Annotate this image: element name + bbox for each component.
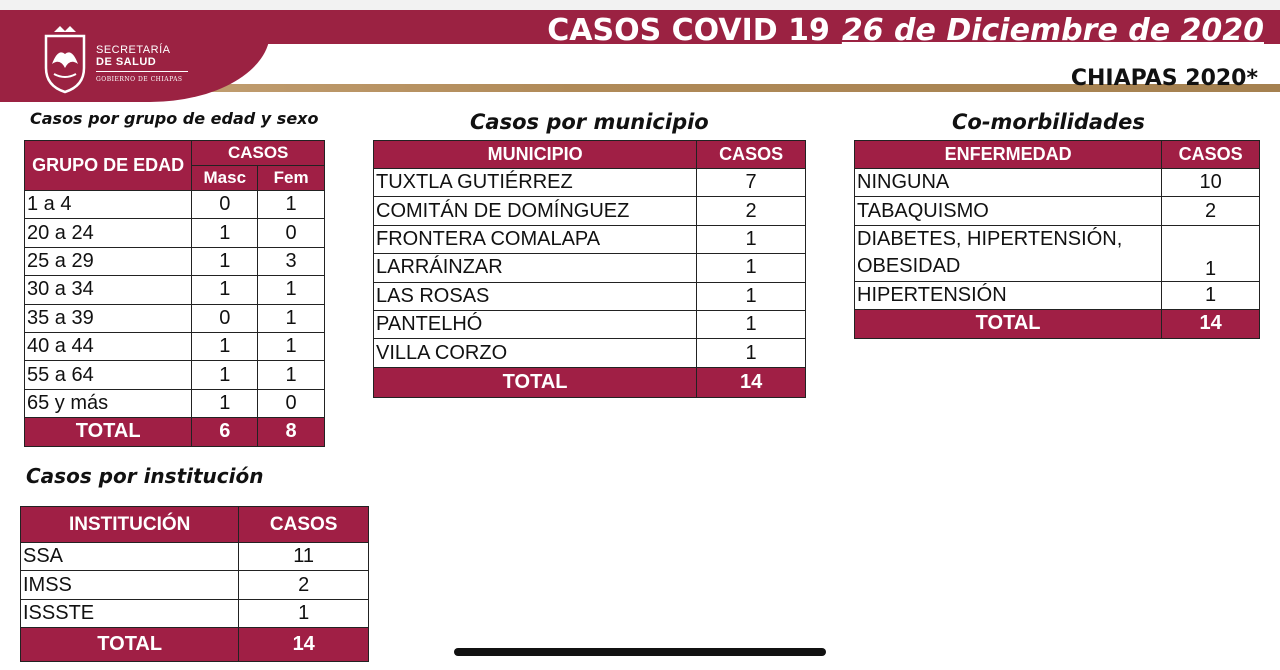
table-row <box>855 169 1260 197</box>
cases-cell: 1 <box>697 310 806 338</box>
cases-cell: 11 <box>239 543 369 571</box>
logo-text-gobierno: GOBIERNO DE CHIAPAS <box>96 76 183 83</box>
fem-cell: 1 <box>258 361 325 389</box>
col-header-cases: CASOS <box>697 141 806 169</box>
total-cases: 14 <box>697 367 806 397</box>
table-row <box>21 599 369 627</box>
col-header-municipio: MUNICIPIO <box>374 141 697 169</box>
institution-cell: ISSSTE <box>21 599 239 627</box>
disease-cell: DIABETES, HIPERTENSIÓN, OBESIDAD <box>855 225 1162 281</box>
table-row <box>21 571 369 599</box>
disease-cell: NINGUNA <box>855 169 1162 197</box>
cases-cell: 1 <box>1162 225 1260 281</box>
table-row <box>374 310 806 338</box>
title-date: 26 de Diciembre de 2020 <box>841 12 1264 48</box>
cases-cell: 1 <box>697 225 806 253</box>
comorb-section-title: Co-morbilidades <box>952 110 1145 134</box>
masc-cell: 1 <box>192 276 258 304</box>
table-row <box>25 332 325 360</box>
table-row <box>25 304 325 332</box>
title-text: CASOS COVID 19 <box>547 12 830 48</box>
total-fem: 8 <box>258 418 325 446</box>
municipio-table <box>373 140 806 398</box>
fem-cell: 0 <box>258 389 325 417</box>
municipio-cell: LAS ROSAS <box>374 282 697 310</box>
fem-cell: 1 <box>258 276 325 304</box>
municipio-cell: TUXTLA GUTIÉRREZ <box>374 169 697 197</box>
col-header-enfermedad: ENFERMEDAD <box>855 141 1162 169</box>
table-row <box>374 169 806 197</box>
age-group-cell: 40 a 44 <box>25 332 192 360</box>
col-header-cases: CASOS <box>1162 141 1260 169</box>
cases-cell: 1 <box>697 339 806 367</box>
total-cases: 14 <box>239 628 369 662</box>
fem-cell: 3 <box>258 247 325 275</box>
table-row <box>855 197 1260 225</box>
fem-cell: 1 <box>258 191 325 219</box>
total-row <box>855 310 1260 338</box>
table-row <box>374 197 806 225</box>
masc-cell: 1 <box>192 247 258 275</box>
age-table <box>24 140 325 447</box>
disease-cell: HIPERTENSIÓN <box>855 281 1162 309</box>
table-row <box>25 247 325 275</box>
col-header-fem: Fem <box>258 166 325 191</box>
cases-cell: 2 <box>1162 197 1260 225</box>
table-row <box>25 276 325 304</box>
home-indicator[interactable] <box>454 648 826 656</box>
table-row <box>374 339 806 367</box>
table-row <box>374 225 806 253</box>
municipio-section-title: Casos por municipio <box>470 110 709 134</box>
cases-cell: 1 <box>1162 281 1260 309</box>
age-group-cell: 1 a 4 <box>25 191 192 219</box>
total-label: TOTAL <box>21 628 239 662</box>
col-header-age-group: GRUPO DE EDAD <box>25 141 192 191</box>
cases-cell: 2 <box>239 571 369 599</box>
age-group-cell: 25 a 29 <box>25 247 192 275</box>
col-header-institution: INSTITUCIÓN <box>21 507 239 543</box>
total-label: TOTAL <box>25 418 192 446</box>
total-row <box>21 628 369 662</box>
municipio-cell: PANTELHÓ <box>374 310 697 338</box>
header-top-strip <box>0 0 1280 10</box>
region-subtitle: CHIAPAS 2020* <box>1070 66 1258 91</box>
cases-cell: 1 <box>239 599 369 627</box>
total-masc: 6 <box>192 418 258 446</box>
cases-cell: 7 <box>697 169 806 197</box>
table-row <box>374 254 806 282</box>
total-label: TOTAL <box>855 310 1162 338</box>
municipio-cell: LARRÁINZAR <box>374 254 697 282</box>
institution-cell: SSA <box>21 543 239 571</box>
age-group-cell: 20 a 24 <box>25 219 192 247</box>
cases-cell: 1 <box>697 282 806 310</box>
coat-of-arms-icon <box>40 24 90 94</box>
table-row <box>25 219 325 247</box>
municipio-cell: COMITÁN DE DOMÍNGUEZ <box>374 197 697 225</box>
masc-cell: 1 <box>192 332 258 360</box>
masc-cell: 1 <box>192 389 258 417</box>
page-title <box>547 10 1264 50</box>
masc-cell: 0 <box>192 304 258 332</box>
total-row <box>25 418 325 446</box>
cases-cell: 2 <box>697 197 806 225</box>
age-section-title: Casos por grupo de edad y sexo <box>30 109 319 128</box>
institution-table <box>20 506 369 662</box>
table-row <box>855 281 1260 309</box>
masc-cell: 1 <box>192 361 258 389</box>
age-group-cell: 55 a 64 <box>25 361 192 389</box>
total-cases: 14 <box>1162 310 1260 338</box>
municipio-cell: FRONTERA COMALAPA <box>374 225 697 253</box>
total-row <box>374 367 806 397</box>
table-row <box>374 282 806 310</box>
fem-cell: 1 <box>258 332 325 360</box>
disease-cell: TABAQUISMO <box>855 197 1162 225</box>
total-label: TOTAL <box>374 367 697 397</box>
cases-cell: 1 <box>697 254 806 282</box>
cases-cell: 10 <box>1162 169 1260 197</box>
logo-text-salud: DE SALUD <box>96 56 157 68</box>
table-row <box>25 191 325 219</box>
age-group-cell: 30 a 34 <box>25 276 192 304</box>
logo-text-secretaria: SECRETARÍA <box>96 44 171 56</box>
age-group-cell: 65 y más <box>25 389 192 417</box>
table-row <box>25 389 325 417</box>
municipio-cell: VILLA CORZO <box>374 339 697 367</box>
table-row <box>21 543 369 571</box>
table-row <box>25 361 325 389</box>
comorb-table <box>854 140 1260 339</box>
institution-cell: IMSS <box>21 571 239 599</box>
fem-cell: 0 <box>258 219 325 247</box>
table-row <box>855 225 1260 281</box>
age-group-cell: 35 a 39 <box>25 304 192 332</box>
fem-cell: 1 <box>258 304 325 332</box>
institution-section-title: Casos por institución <box>26 464 264 488</box>
masc-cell: 0 <box>192 191 258 219</box>
col-header-cases: CASOS <box>239 507 369 543</box>
col-header-cases: CASOS <box>192 141 325 166</box>
col-header-masc: Masc <box>192 166 258 191</box>
logo-divider <box>96 71 188 72</box>
masc-cell: 1 <box>192 219 258 247</box>
